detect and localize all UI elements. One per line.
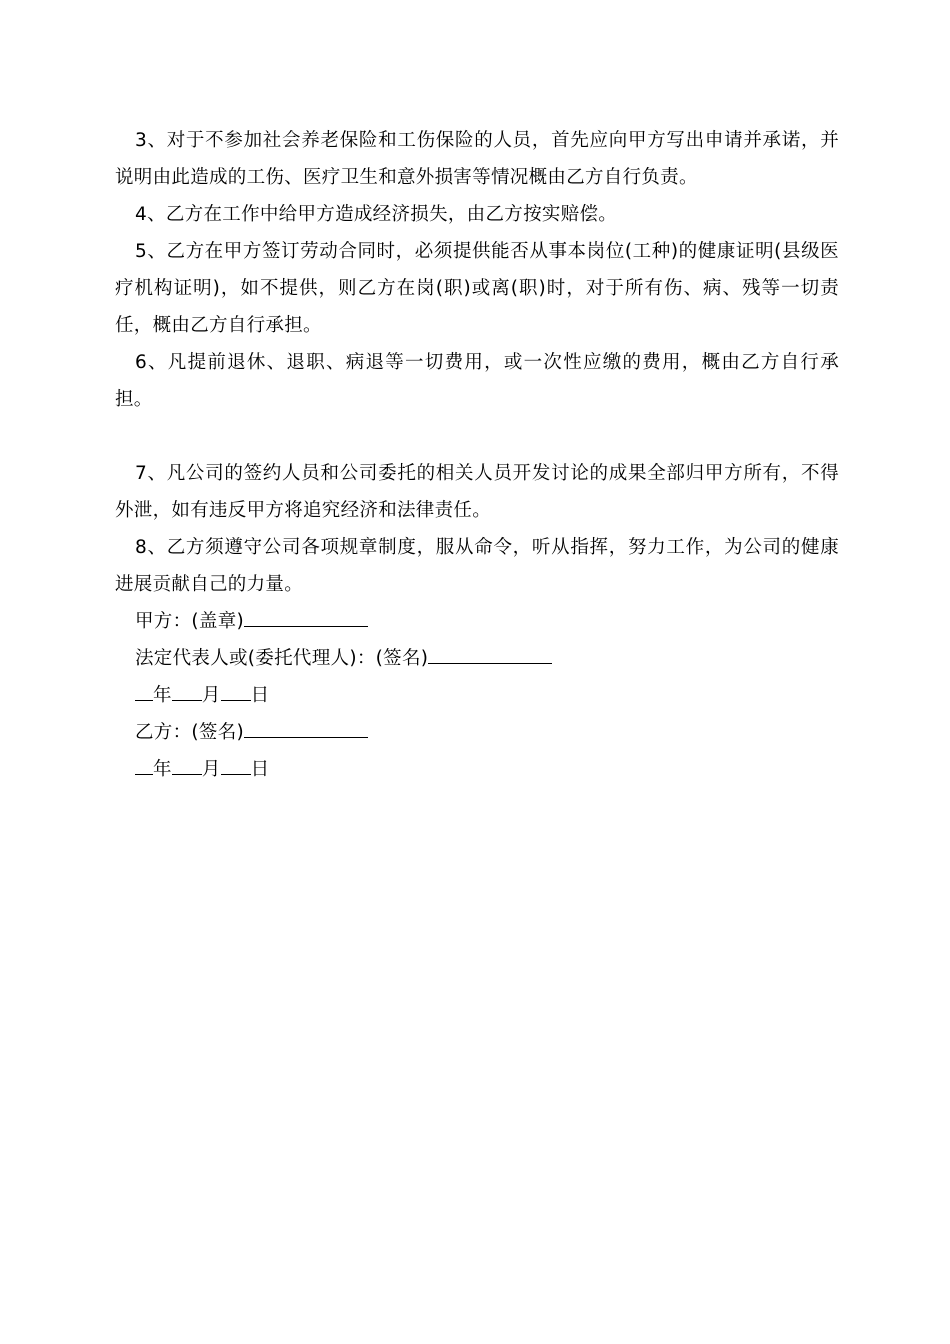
year-blank: [135, 678, 153, 701]
clause-6: 6、凡提前退休、退职、病退等一切费用，或一次性应缴的费用，概由乙方自行承担。: [115, 352, 839, 410]
month-blank: [172, 752, 202, 775]
day-label: 日: [250, 685, 270, 706]
year-blank: [135, 752, 153, 775]
representative-blank: [428, 641, 552, 664]
party-a-blank: [244, 604, 368, 627]
day-label: 日: [250, 759, 270, 780]
party-a-label: 甲方：(盖章): [135, 611, 245, 632]
day-blank: [221, 678, 251, 701]
month-label: 月: [201, 685, 221, 706]
month-label: 月: [201, 759, 221, 780]
clause-3: 3、对于不参加社会养老保险和工伤保险的人员，首先应向甲方写出申请并承诺，并说明由此造成的工伤、医疗卫生和意外损害等情况概由乙方自行负责。: [115, 130, 839, 188]
party-a-signature-line: [115, 603, 839, 640]
party-b-date-line: [115, 751, 839, 788]
month-blank: [172, 678, 202, 701]
contract-body: [115, 122, 839, 788]
party-b-label: 乙方：(签名): [135, 722, 245, 743]
representative-label: 法定代表人或(委托代理人)：(签名): [135, 648, 429, 669]
year-label: 年: [153, 759, 172, 780]
party-b-blank: [244, 715, 368, 738]
clause-7: 7、凡公司的签约人员和公司委托的相关人员开发讨论的成果全部归甲方所有，不得外泄，如有违反甲方将追究经济和法律责任。: [115, 463, 839, 521]
year-label: 年: [153, 685, 172, 706]
party-a-date-line: [115, 677, 839, 714]
day-blank: [221, 752, 251, 775]
clause-5: 5、乙方在甲方签订劳动合同时，必须提供能否从事本岗位(工种)的健康证明(县级医疗机构证明)，如不提供，则乙方在岗(职)或离(职)时，对于所有伤、病、残等一切责任，概由乙方自行承担。: [115, 241, 839, 336]
clause-8: 8、乙方须遵守公司各项规章制度，服从命令，听从指挥，努力工作，为公司的健康进展贡献自己的力量。: [115, 537, 839, 595]
party-b-signature-line: [115, 714, 839, 751]
representative-signature-line: [115, 640, 839, 677]
clause-4: 4、乙方在工作中给甲方造成经济损失，由乙方按实赔偿。: [135, 204, 618, 225]
